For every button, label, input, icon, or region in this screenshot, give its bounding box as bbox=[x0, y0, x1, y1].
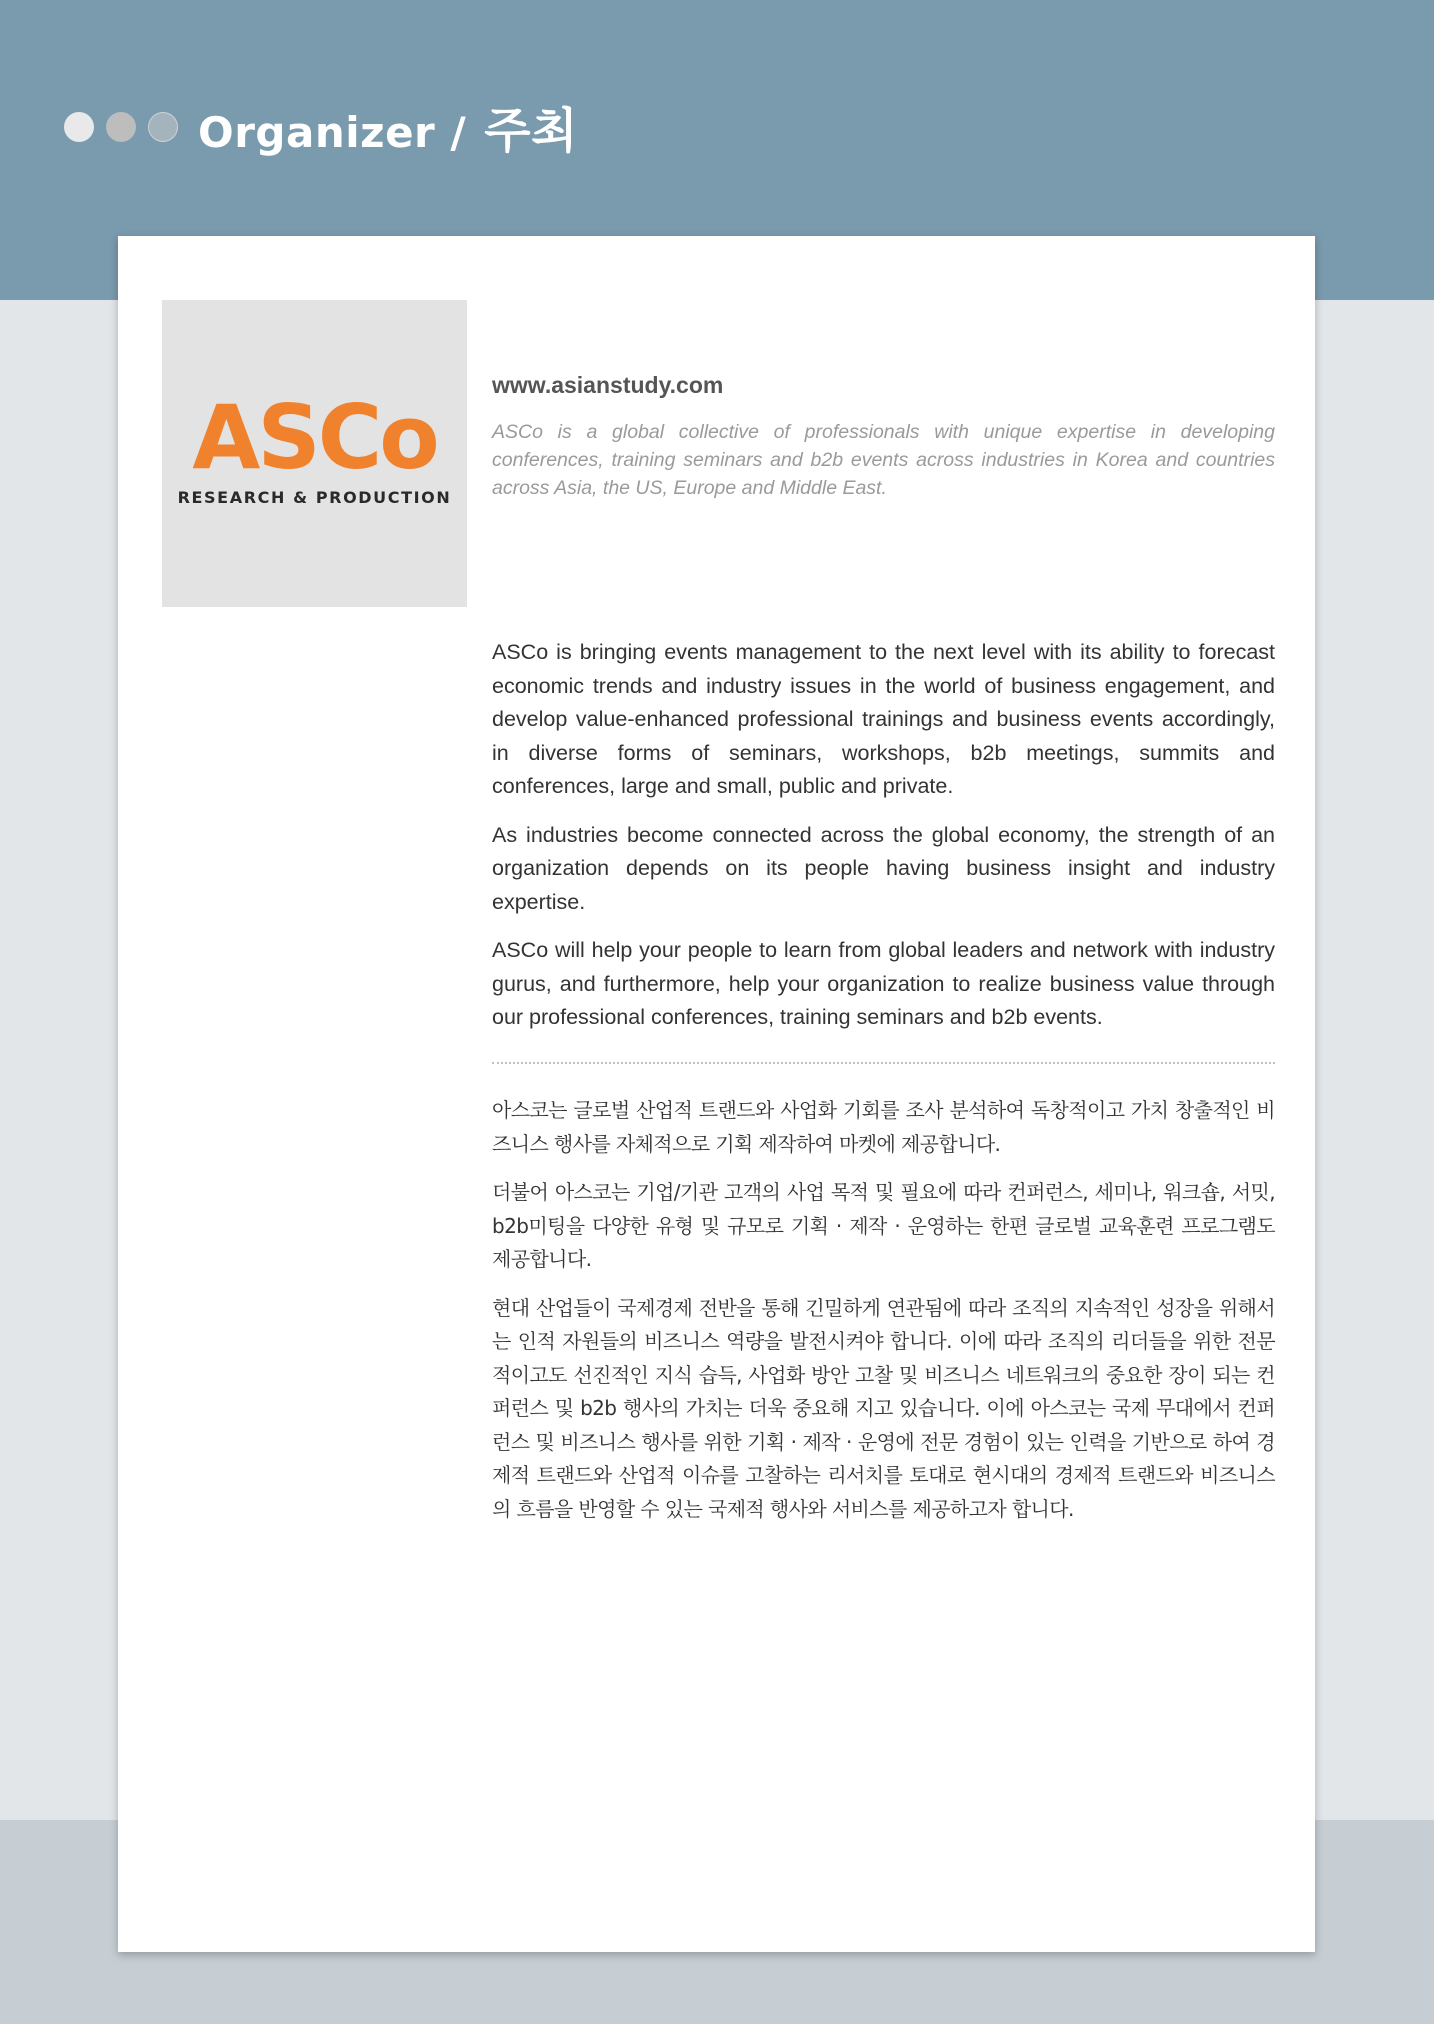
page-title-english: Organizer / bbox=[198, 108, 467, 157]
page-title-korean: 주최 bbox=[484, 103, 578, 159]
paragraph: 현대 산업들이 국제경제 전반을 통해 긴밀하게 연관됨에 따라 조직의 지속적인 성장을 위해서는 인적 자원들의 비즈니스 역량을 발전시켜야 합니다. 이에 따라 조직의 리더들을 위한 전문적이고도 선진적인 지식 습득, 사업화 방안 고찰 및 비즈니스 네트워크의 중요한 장이 되는 컨퍼런스 및 b2b 행사의 가치는 더욱 중요해 지고 있습니다. 이에 아스코는 국제 무대에서 컨퍼런스 및 비즈니스 행사를 위한 기획 · 제작 · 운영에 전문 경험이 있는 인력을 기반으로 하여 경제적 트랜드와 산업적 이슈를 고찰하는 리서치를 토대로 현시대의 경제적 트랜드와 비즈니스의 흐름을 반영할 수 있는 국제적 행사와 서비스를 제공하고자 합니다. bbox=[492, 1295, 1275, 1521]
paragraph: ASCo will help your people to learn from global leaders and network with industry gurus, and furthermore, help your organization to realize business value through our professional conferences, training seminars and b2b events. bbox=[492, 938, 1275, 1029]
organizer-logo bbox=[162, 300, 467, 607]
bullet-dot-icon bbox=[148, 112, 178, 142]
paragraph: 아스코는 글로벌 산업적 트랜드와 사업화 기회를 조사 분석하여 독창적이고 가치 창출적인 비즈니스 행사를 자체적으로 기획 제작하여 마켓에 제공합니다. bbox=[492, 1098, 1275, 1156]
bullet-dot-icon bbox=[64, 112, 94, 142]
logo-subtitle: RESEARCH & PRODUCTION bbox=[177, 488, 452, 507]
dotted-divider bbox=[492, 1062, 1275, 1064]
paragraph: ASCo is bringing events management to the next level with its ability to forecast economic trends and industry issues in the world of business engagement, and develop value-enhanced professional trainings and business events accordingly, in diverse forms of seminars, workshops, b2b meetings, summits and conferences, large and small, public and private. bbox=[492, 640, 1275, 798]
logo-wordmark: ASCo bbox=[192, 386, 437, 489]
intro-text: ASCo is a global collective of professionals with unique expertise in developing conferences, training seminars and b2b events across industries in Korea and countries across Asia, the US, Europe and Middle East. bbox=[492, 421, 1275, 499]
english-description bbox=[492, 636, 1275, 1050]
content-card bbox=[118, 236, 1315, 1952]
page-title bbox=[198, 92, 578, 161]
korean-description bbox=[492, 1094, 1275, 1541]
website-link[interactable]: www.asianstudy.com bbox=[492, 372, 724, 398]
bullet-dot-icon bbox=[106, 112, 136, 142]
paragraph: As industries become connected across the global economy, the strength of an organization depends on its people having business insight and industry expertise. bbox=[492, 822, 1275, 914]
section-header bbox=[64, 92, 578, 161]
paragraph: 더불어 아스코는 기업/기관 고객의 사업 목적 및 필요에 따라 컨퍼런스, 세미나, 워크숍, 서밋, b2b미팅을 다양한 유형 및 규모로 기획 · 제작 · 운영하는 한편 글로벌 교육훈련 프로그램도 제공합니다. bbox=[492, 1180, 1275, 1271]
